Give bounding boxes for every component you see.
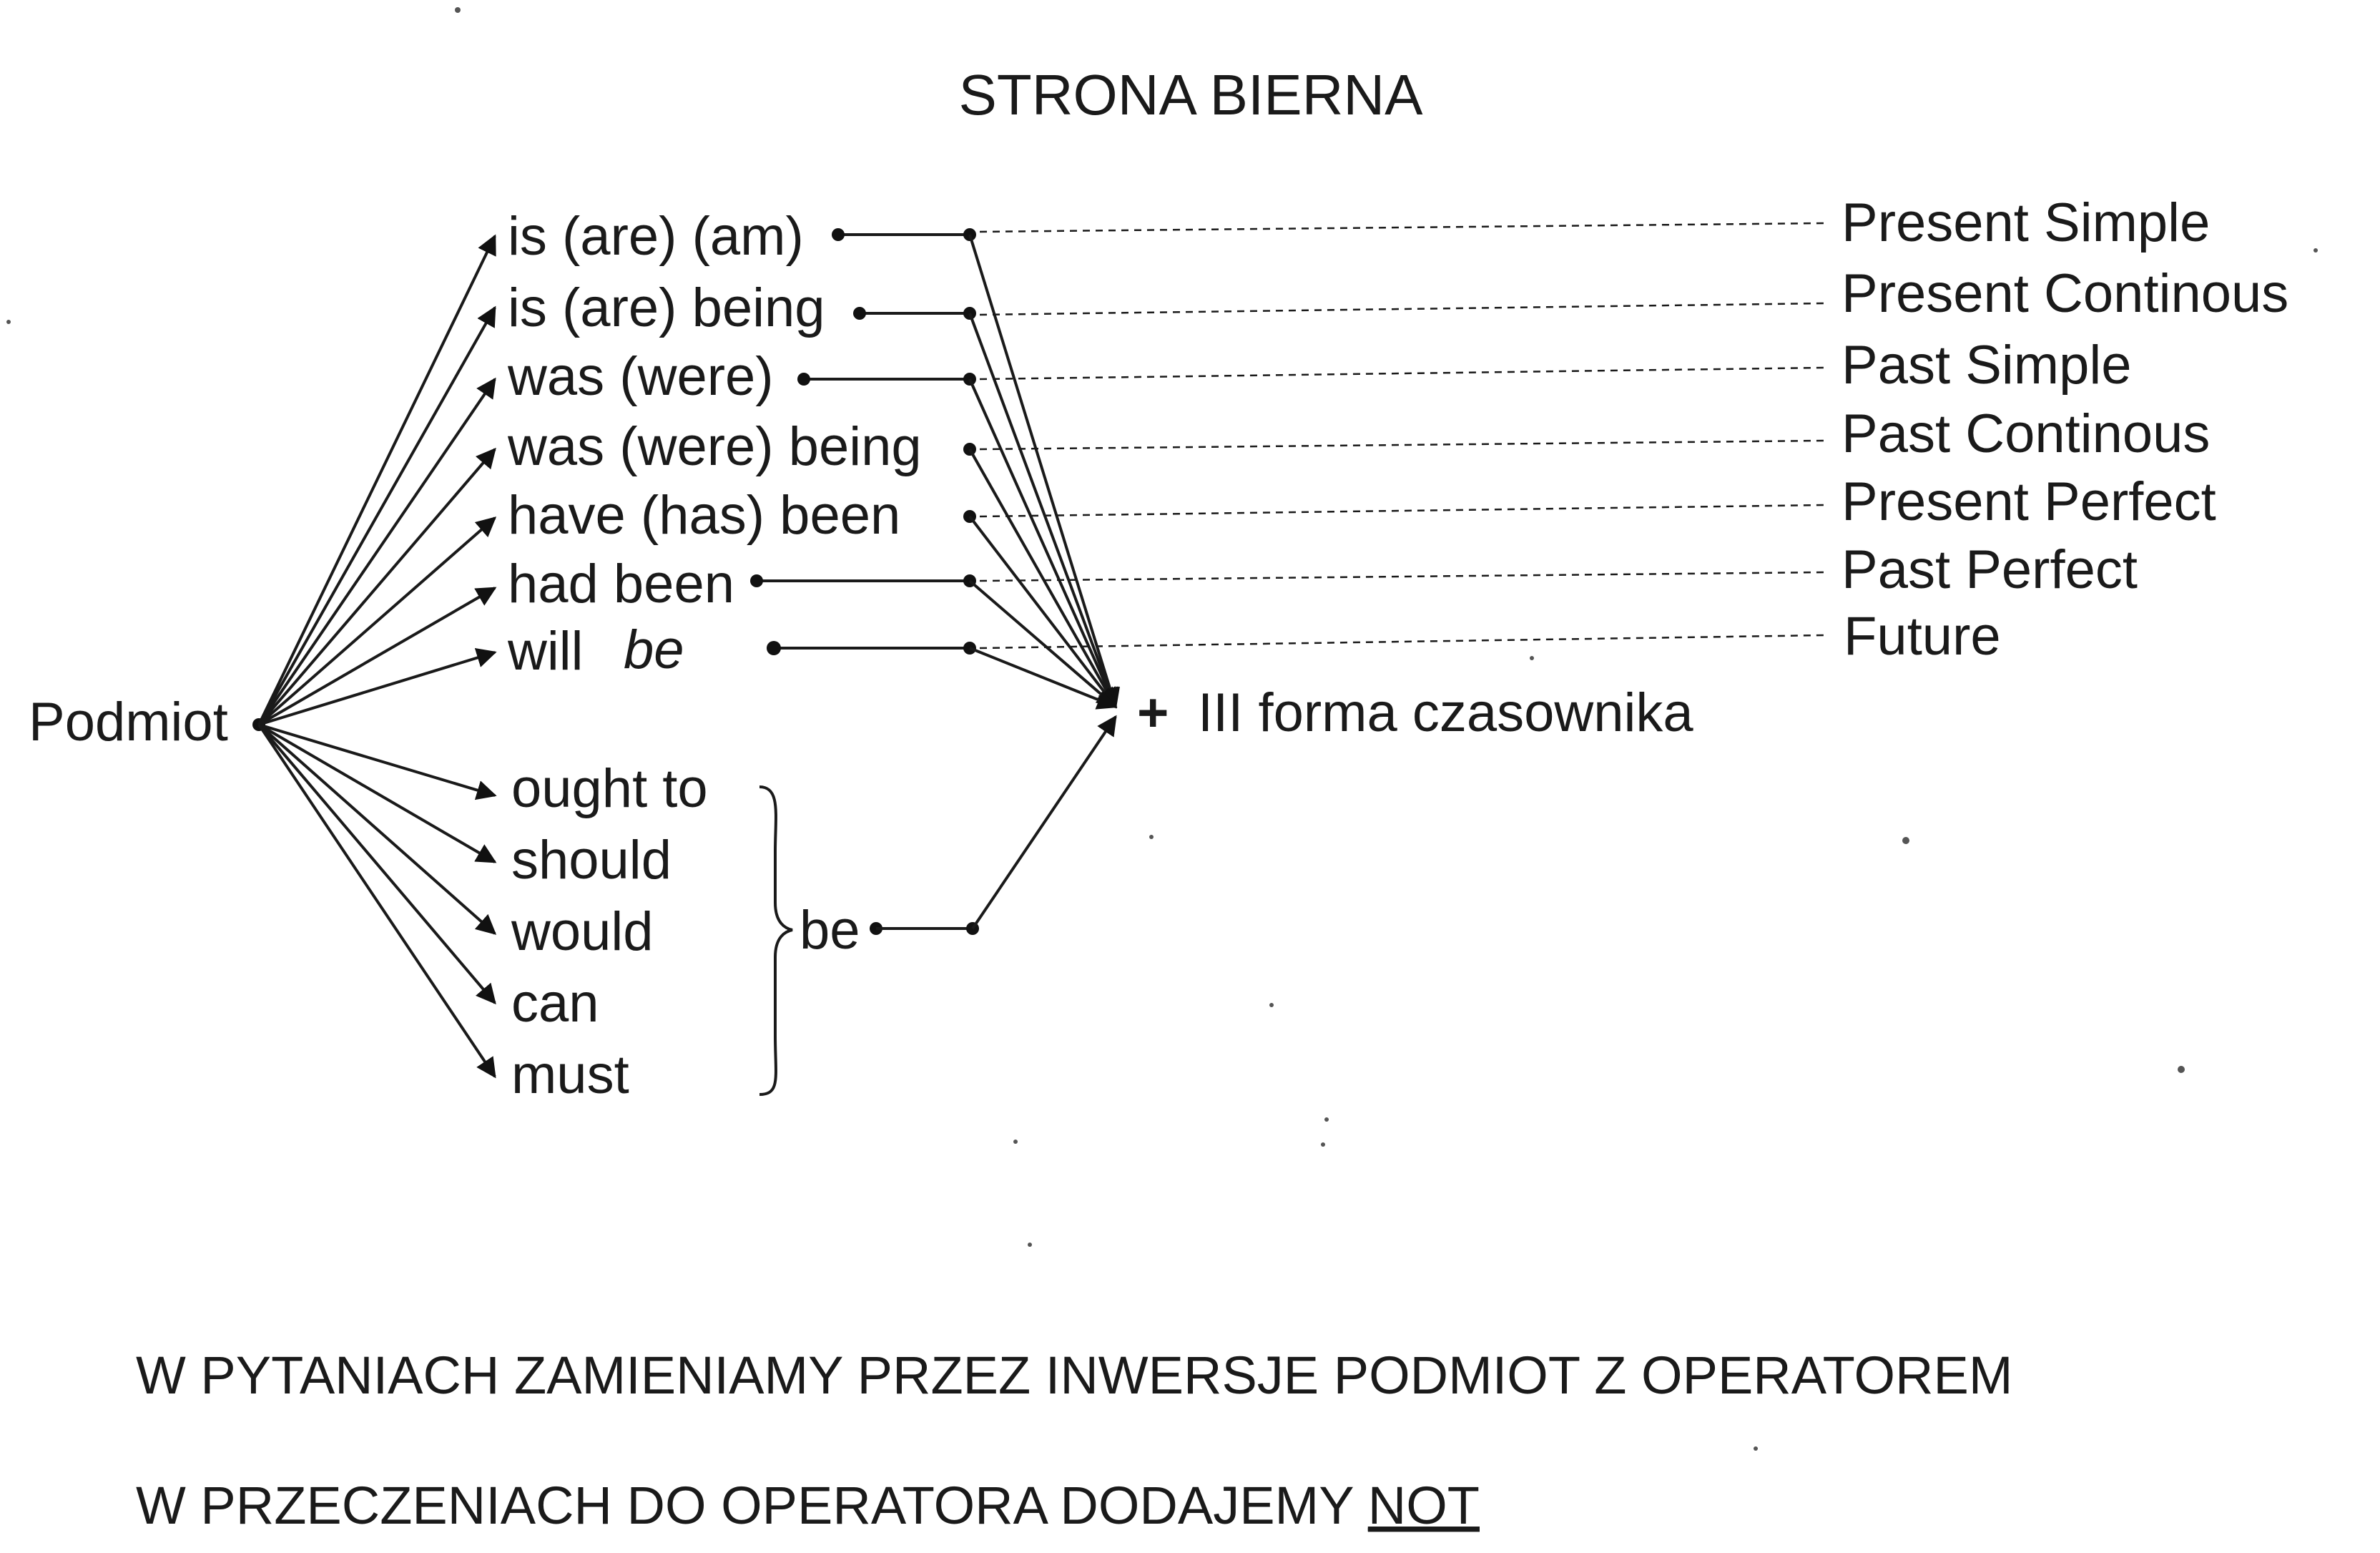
- tense-label-past-continous: Past Continous: [1841, 403, 2211, 464]
- junction-arrows: [970, 235, 1116, 707]
- arrow-present-continous-to-result: [970, 313, 1116, 707]
- aux-handwritten-be: be: [624, 619, 684, 680]
- junction-dots: [963, 228, 976, 655]
- aux-label-have-has-been: have (has) been: [508, 485, 901, 546]
- arrow-to-was-were: [259, 379, 495, 725]
- modal-label-ought-to: ought to: [511, 758, 708, 819]
- leader-future: [980, 635, 1824, 648]
- dot-had-been: [750, 574, 763, 587]
- arrow-to-can: [259, 725, 495, 1003]
- tense-leaders: [980, 223, 1824, 648]
- aux-label-was-were: was (were): [508, 346, 774, 407]
- note-questions: W PYTANIACH ZAMIENIAMY PRZEZ INWERSJE PODMIOT Z OPERATOREM: [136, 1346, 2013, 1405]
- aux-label-is-are-being: is (are) being: [508, 278, 825, 338]
- modal-label-must: must: [511, 1044, 629, 1105]
- arrow-to-was-were-being: [259, 449, 495, 725]
- dot-is-are-being: [853, 307, 866, 320]
- arrow-to-had-been: [259, 588, 495, 725]
- dot-was-were: [797, 373, 810, 386]
- subject-label: Podmiot: [29, 692, 228, 753]
- tense-label-past-simple: Past Simple: [1841, 335, 2132, 396]
- page-title: STRONA BIERNA: [958, 63, 1423, 127]
- arrow-to-is-are-am: [259, 236, 495, 725]
- note-negations-not: NOT: [1367, 1476, 1480, 1535]
- tense-label-past-perfect: Past Perfect: [1841, 539, 2138, 600]
- tense-label-future: Future: [1844, 606, 2001, 667]
- arrow-to-ought-to: [259, 725, 495, 795]
- aux-label-will: will: [508, 621, 584, 682]
- tense-label-present-simple: Present Simple: [1841, 192, 2211, 253]
- dot-is-are-am: [832, 228, 845, 241]
- modal-label-would: would: [511, 901, 654, 962]
- modal-be-label: be: [800, 900, 860, 961]
- tense-label-present-perfect: Present Perfect: [1841, 471, 2216, 532]
- arrow-to-have-has-been: [259, 518, 495, 725]
- note-negations-text: W PRZECZENIACH DO OPERATORA DODAJEMY: [136, 1476, 1368, 1535]
- result-plus-sign: +: [1137, 682, 1169, 743]
- modal-label-should: should: [511, 830, 672, 891]
- leader-past-continous: [980, 441, 1824, 449]
- arrow-past-continous-to-result: [970, 449, 1116, 707]
- leader-present-simple: [980, 223, 1824, 232]
- modal-label-can: can: [511, 973, 599, 1034]
- leader-past-perfect: [980, 572, 1824, 581]
- result-label: III forma czasownika: [1198, 682, 1693, 743]
- aux-label-had-been: had been: [508, 554, 734, 614]
- dot-will-be: [767, 641, 781, 655]
- leader-present-continous: [980, 303, 1824, 315]
- note-negations: [136, 1476, 1480, 1535]
- leader-past-simple: [980, 368, 1824, 379]
- tense-label-present-continous: Present Continous: [1841, 263, 2289, 324]
- aux-label-is-are-am: is (are) (am): [508, 206, 804, 267]
- aux-label-was-were-being: was (were) being: [508, 416, 922, 477]
- subject-arrows: [259, 236, 495, 1077]
- arrow-present-simple-to-result: [970, 235, 1116, 707]
- leader-present-perfect: [980, 505, 1824, 516]
- arrow-to-should: [259, 725, 495, 862]
- arrow-modal-be-to-result: [973, 717, 1116, 929]
- modals-curly-brace: [759, 787, 792, 1094]
